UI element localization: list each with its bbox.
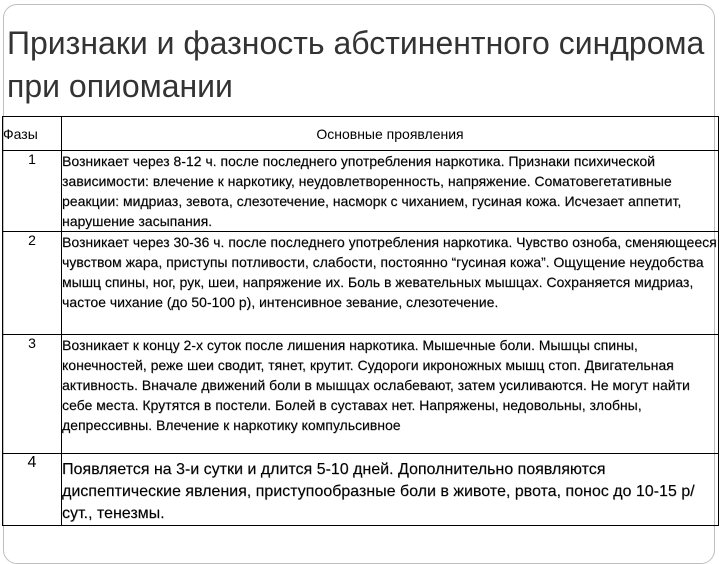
- table-row: [3, 151, 719, 232]
- phase-number: 1: [3, 151, 62, 232]
- table-row: [3, 454, 719, 526]
- phase-number: 3: [3, 335, 62, 454]
- header-phase: Фазы: [3, 117, 62, 151]
- phase-number: 4: [3, 454, 62, 526]
- table-header-row: [3, 117, 719, 151]
- phase-description: Появляется на 3-и сутки и длится 5-10 дней. Дополнительно появляются диспептические явления, приступообразные боли в животе, рвота, понос до 10-15 р/сут., тенезмы.: [62, 454, 719, 526]
- table-row: [3, 335, 719, 454]
- phases-table: [2, 116, 719, 526]
- phase-description: Возникает через 30-36 ч. после последнего употребления наркотика. Чувство озноба, сменяющееся чувством жара, приступы потливости, слабости, постоянно “гусиная кожа”. Ощущение неудобства мышц спины, ног, рук, шеи, напряжение их. Боль в жевательных мышцах. Сохраняется мидриаз, частое чихание (до 50-100 р), интенсивное зевание, слезотечение.: [62, 232, 719, 335]
- phase-number: 2: [3, 232, 62, 335]
- phase-description: Возникает к концу 2-х суток после лишения наркотика. Мышечные боли. Мышцы спины, конечностей, реже шеи сводит, тянет, крутит. Судороги икроножных мышц стоп. Двигательная активность. Вначале движений боли в мышцах ослабевают, затем усиливаются. Не могут найти себе места. Крутятся в постели. Болей в суставах нет. Напряжены, недовольны, злобны, депрессивны. Влечение к наркотику компульсивное: [62, 335, 719, 454]
- table-row: [3, 232, 719, 335]
- header-description: Основные проявления: [62, 117, 719, 151]
- phase-description: Возникает через 8-12 ч. после последнего употребления наркотика. Признаки психической зависимости: влечение к наркотику, неудовлетворенность, напряжение. Соматовегетативные реакции: мидриаз, зевота, слезотечение, насморк с чиханием, гусиная кожа. Исчезает аппетит, нарушение засыпания.: [62, 151, 719, 232]
- slide-title: Признаки и фазность абстинентного синдрома при опиомании: [7, 25, 705, 104]
